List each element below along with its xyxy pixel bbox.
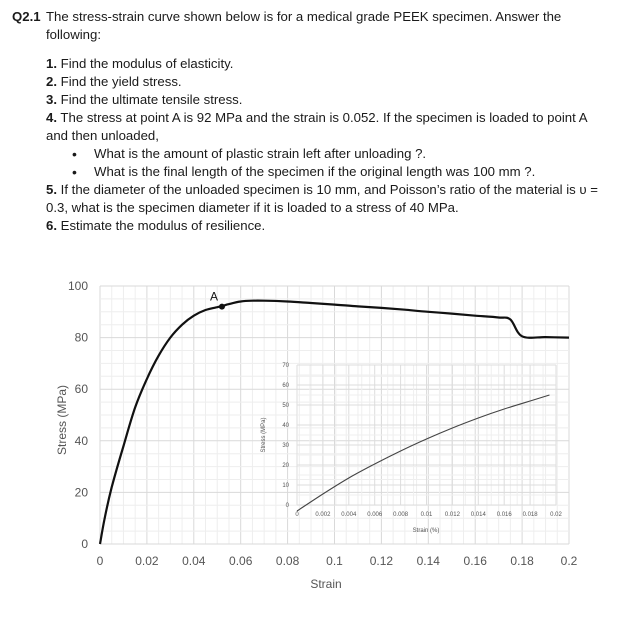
main-y-tick-label: 0 (81, 537, 88, 551)
question-number: Q2.1 (12, 9, 41, 24)
main-x-tick-label: 0.02 (135, 554, 159, 568)
point-a-label: A (209, 289, 218, 304)
sub-question-bullet: • What is the final length of the specimen if the original length was 100 mm ?. (46, 163, 606, 181)
main-x-tick-label: 0.12 (369, 554, 394, 568)
main-x-tick-label: 0.16 (463, 554, 487, 568)
main-x-tick-label: 0.14 (416, 554, 440, 568)
inset-x-tick-label: 0.014 (470, 512, 486, 518)
inset-x-tick-label: 0 (295, 512, 299, 518)
inset-x-tick-label: 0.004 (341, 512, 357, 518)
main-x-tick-label: 0 (96, 554, 104, 568)
inset-x-axis-label: Strain (%) (412, 528, 440, 534)
main-y-tick-label: 80 (74, 330, 88, 345)
inset-y-tick-label: 20 (282, 463, 289, 469)
inset-y-tick-label: 50 (282, 403, 289, 409)
question-item: 3. Find the ultimate tensile stress. (46, 92, 243, 107)
inset-x-tick-label: 0.016 (496, 512, 512, 518)
point-a-marker (219, 304, 225, 310)
inset-x-tick-label: 0.018 (522, 512, 538, 518)
inset-x-tick-label: 0.01 (420, 512, 433, 518)
question-intro: The stress-strain curve shown below is for a medical grade PEEK specimen. Answer the following: (46, 9, 562, 42)
main-x-tick-label: 0.08 (275, 554, 300, 568)
inset-y-tick-label: 60 (282, 383, 289, 389)
question-item: 5. If the diameter of the unloaded specimen is 10 mm, and Poisson’s ratio of the material is υ = 0.3, what is the specimen diameter if it is loaded to a stress of 40 MPa. (46, 182, 598, 215)
inset-x-tick-label: 0.012 (444, 512, 460, 518)
inset-y-tick-label: 30 (282, 443, 289, 449)
question-item: 2. Find the yield stress. (46, 74, 182, 89)
question-item: 1. Find the modulus of elasticity. (46, 56, 234, 71)
main-y-tick-label: 100 (67, 279, 88, 293)
main-y-axis-label: Stress (MPa) (55, 384, 69, 456)
main-y-tick-label: 40 (74, 433, 88, 448)
main-y-tick-label: 60 (74, 382, 88, 397)
inset-x-tick-label: 0.002 (315, 512, 331, 518)
sub-question-bullet: • What is the amount of plastic strain left after unloading ?. (46, 145, 606, 163)
main-x-axis-label: Strain (310, 577, 342, 591)
main-x-tick-label: 0.18 (510, 554, 534, 568)
main-x-tick-label: 0.04 (182, 554, 206, 568)
main-x-tick-label: 0.06 (229, 554, 253, 568)
inset-y-tick-label: 40 (282, 423, 289, 429)
question-item: 6. Estimate the modulus of resilience. (46, 218, 266, 233)
inset-y-tick-label: 10 (282, 483, 289, 489)
main-y-tick-label: 20 (74, 485, 88, 500)
inset-y-tick-label: 70 (282, 363, 289, 369)
main-x-tick-label: 0.2 (560, 554, 578, 568)
inset-x-tick-label: 0.008 (393, 512, 409, 518)
question-item: 4. The stress at point A is 92 MPa and the strain is 0.052. If the specimen is loaded to point A and then unloaded, (46, 110, 587, 143)
inset-y-tick-label: 0 (285, 503, 289, 509)
inset-x-tick-label: 0.006 (367, 512, 383, 518)
main-x-tick-label: 0.1 (326, 554, 343, 568)
inset-x-tick-label: 0.02 (550, 512, 562, 518)
inset-y-axis-label: Stress (MPa) (261, 417, 267, 453)
